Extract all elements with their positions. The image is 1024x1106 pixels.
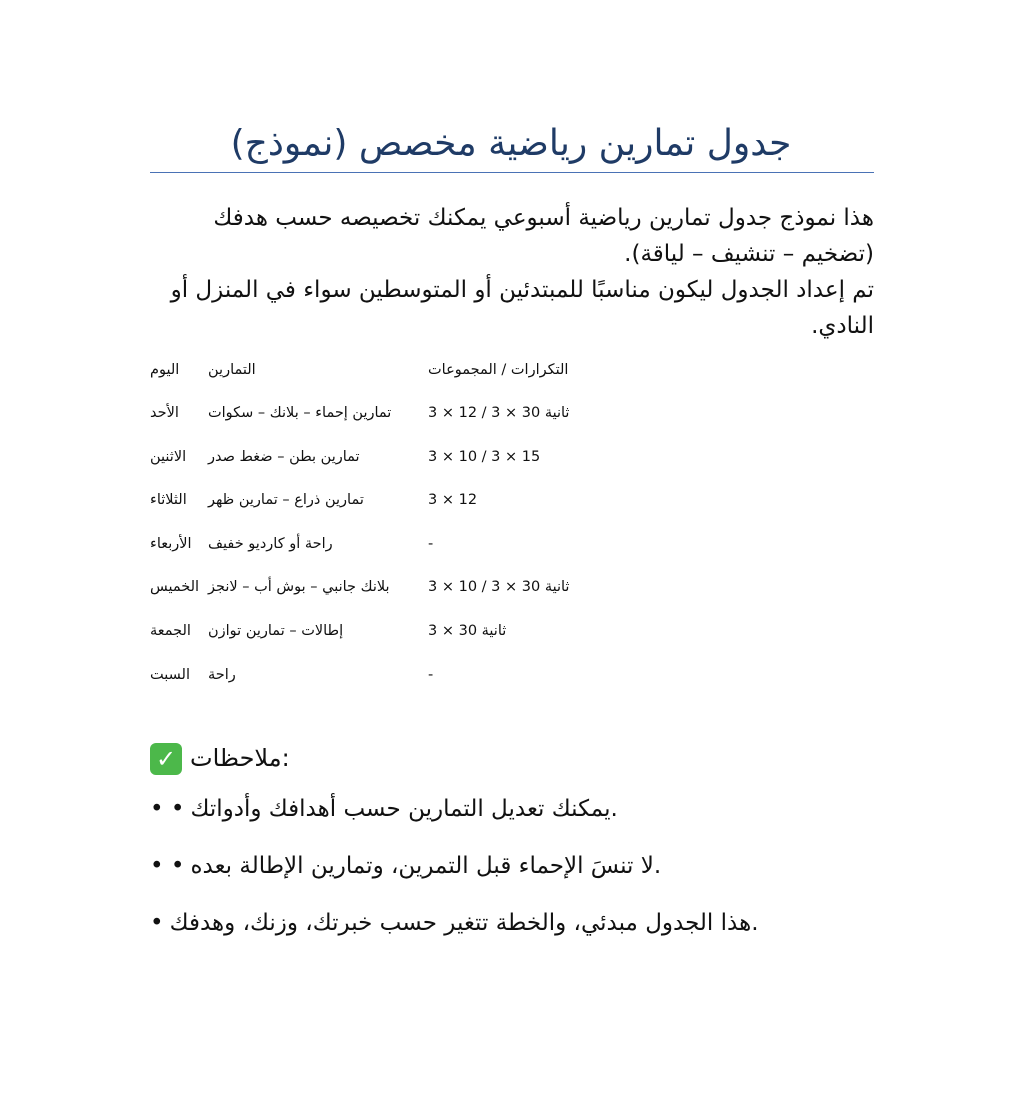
header-sets: التكرارات / المجموعات — [428, 362, 569, 378]
row-day: الخميس — [150, 579, 200, 595]
row-day: الثلاثاء — [150, 492, 187, 508]
row-exercises: إطالات – تمارين توازن — [208, 623, 344, 639]
page-title: جدول تمارين رياضية مخصص (نموذج) — [230, 123, 792, 164]
row-sets: 3 × 12 / 3 × 30 ثانية — [428, 405, 570, 421]
table-row — [150, 531, 600, 557]
table-row — [150, 574, 600, 600]
row-exercises: تمارين إحماء – بلانك – سكوات — [208, 405, 392, 421]
table-row — [150, 618, 600, 644]
intro-line-1: هذا نموذج جدول تمارين رياضية أسبوعي يمكنك تخصيصه حسب هدفك (تضخيم – تنشيف – لياقة). — [213, 205, 874, 267]
bullet: • • — [150, 796, 185, 822]
title-divider — [150, 172, 874, 173]
header-exercises: التمارين — [208, 362, 256, 378]
notes-heading-label: ملاحظات: — [190, 744, 290, 772]
row-day: السبت — [150, 667, 190, 683]
bullet: • • — [150, 853, 185, 879]
note-text: يمكنك تعديل التمارين حسب أهدافك وأدواتك. — [190, 796, 618, 822]
row-day: الاثنين — [150, 449, 187, 465]
row-day: الأحد — [150, 405, 179, 421]
notes-heading — [150, 738, 290, 778]
note-text: لا تنسَ الإحماء قبل التمرين، وتمارين الإطالة بعده. — [190, 853, 662, 879]
row-sets: 3 × 10 / 3 × 15 — [428, 449, 541, 465]
note-item — [150, 846, 661, 886]
note-text: هذا الجدول مبدئي، والخطة تتغير حسب خبرتك، وزنك، وهدفك. — [169, 910, 759, 936]
header-day: اليوم — [150, 362, 180, 378]
bullet: • — [150, 910, 164, 936]
row-exercises: بلانك جانبي – بوش أب – لانجز — [208, 579, 390, 595]
row-exercises: تمارين بطن – ضغط صدر — [208, 449, 360, 465]
row-exercises: راحة — [208, 667, 236, 683]
check-mark-icon: ✓ — [150, 743, 182, 775]
table-header-row — [150, 357, 600, 383]
row-exercises: تمارين ذراع – تمارين ظهر — [208, 492, 364, 508]
table-row — [150, 400, 600, 426]
row-sets: 3 × 10 / 3 × 30 ثانية — [428, 579, 570, 595]
row-sets: - — [428, 667, 434, 683]
table-row — [150, 662, 600, 688]
intro-line-2: تم إعداد الجدول ليكون مناسبًا للمبتدئين أو المتوسطين سواء في المنزل أو النادي. — [170, 277, 874, 339]
row-sets: 3 × 12 — [428, 492, 478, 508]
row-sets: - — [428, 536, 434, 552]
row-day: الأربعاء — [150, 536, 192, 552]
table-row — [150, 444, 600, 470]
row-day: الجمعة — [150, 623, 191, 639]
note-item — [150, 903, 759, 943]
note-item — [150, 789, 618, 829]
row-sets: 3 × 30 ثانية — [428, 623, 507, 639]
table-row — [150, 487, 600, 513]
row-exercises: راحة أو كارديو خفيف — [208, 536, 333, 552]
intro-text — [150, 200, 874, 344]
